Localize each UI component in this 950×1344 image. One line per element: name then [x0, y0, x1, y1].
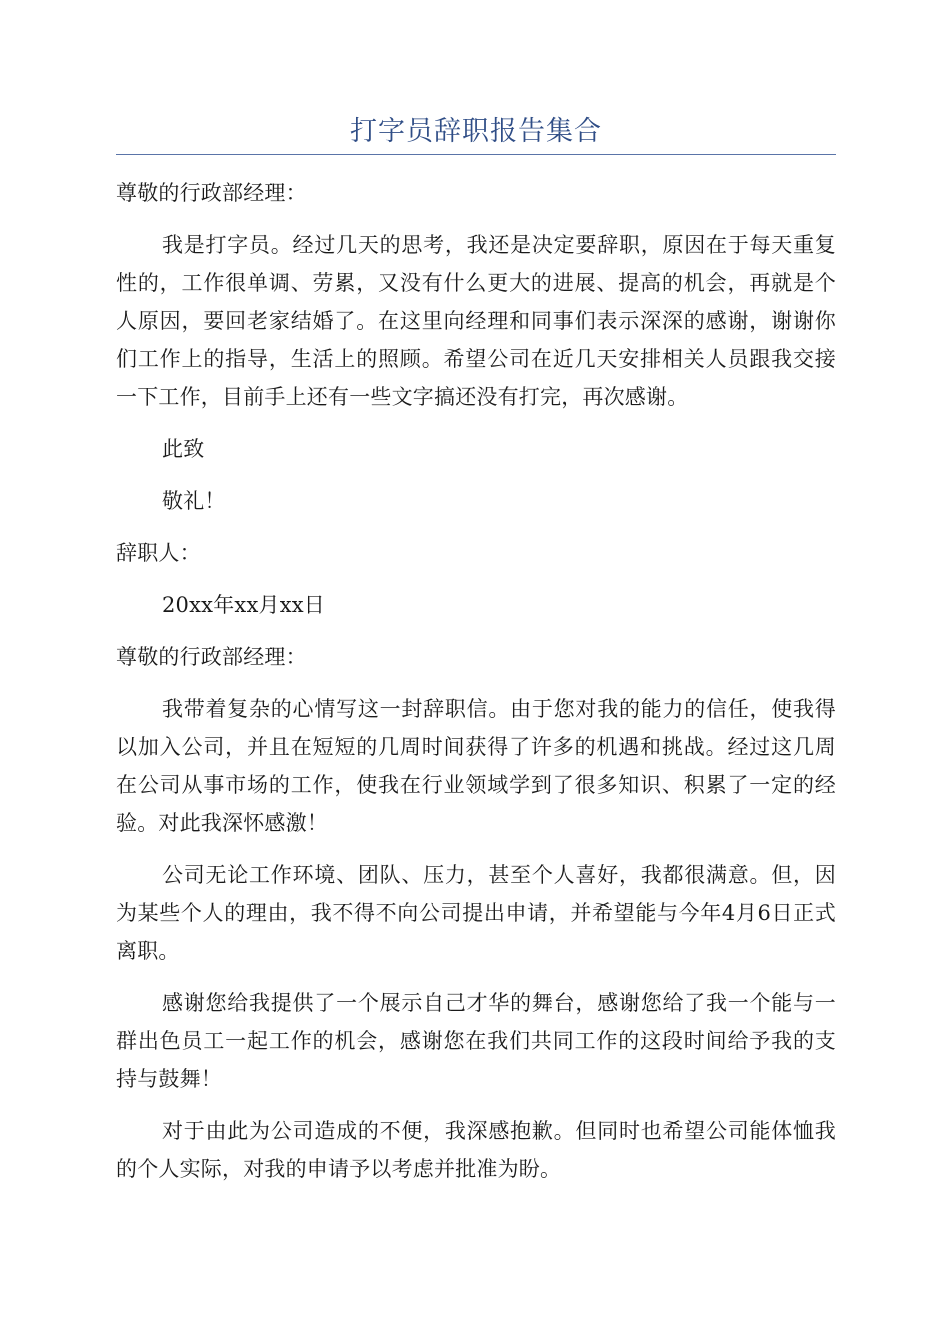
letter2-paragraph: 我带着复杂的心情写这一封辞职信。由于您对我的能力的信任，使我得以加入公司，并且在短短的几周时间获得了许多的机遇和挑战。经过这几周在公司从事市场的工作，使我在行业领域学到了很多知识、积累了一定的经验。对此我深怀感激！ [116, 697, 836, 835]
letter1-closing-jingli: 敬礼！ [162, 489, 226, 513]
letter2-salutation: 尊敬的行政部经理： [116, 645, 307, 669]
letter2-paragraph: 公司无论工作环境、团队、压力，甚至个人喜好，我都很满意。但，因为某些个人的理由，我不得不向公司提出申请，并希望能与今年4月6日正式离职。 [116, 863, 836, 963]
title-underline [116, 154, 836, 155]
letter1-date: 20xx年xx月xx日 [162, 593, 325, 617]
letter1-body: 我是打字员。经过几天的思考，我还是决定要辞职，原因在于每天重复性的，工作很单调、劳累，又没有什么更大的进展、提高的机会，再就是个人原因，要回老家结婚了。在这里向经理和同事们表示深深的感谢，谢谢你们工作上的指导，生活上的照顾。希望公司在近几天安排相关人员跟我交接一下工作，目前手上还有一些文字搞还没有打完，再次感谢。 [116, 233, 836, 409]
document-title: 打字员辞职报告集合 [350, 116, 602, 147]
letter2-paragraph: 感谢您给我提供了一个展示自己才华的舞台，感谢您给了我一个能与一群出色员工一起工作的机会，感谢您在我们共同工作的这段时间给予我的支持与鼓舞！ [116, 991, 836, 1091]
letter1-signer: 辞职人： [116, 541, 201, 565]
document-body [116, 174, 836, 1188]
letter1-closing-zhizhi: 此致 [162, 437, 205, 461]
letter2-paragraph: 对于由此为公司造成的不便，我深感抱歉。但同时也希望公司能体恤我的个人实际，对我的申请予以考虑并批准为盼。 [116, 1119, 836, 1181]
letter1-salutation: 尊敬的行政部经理： [116, 181, 307, 205]
